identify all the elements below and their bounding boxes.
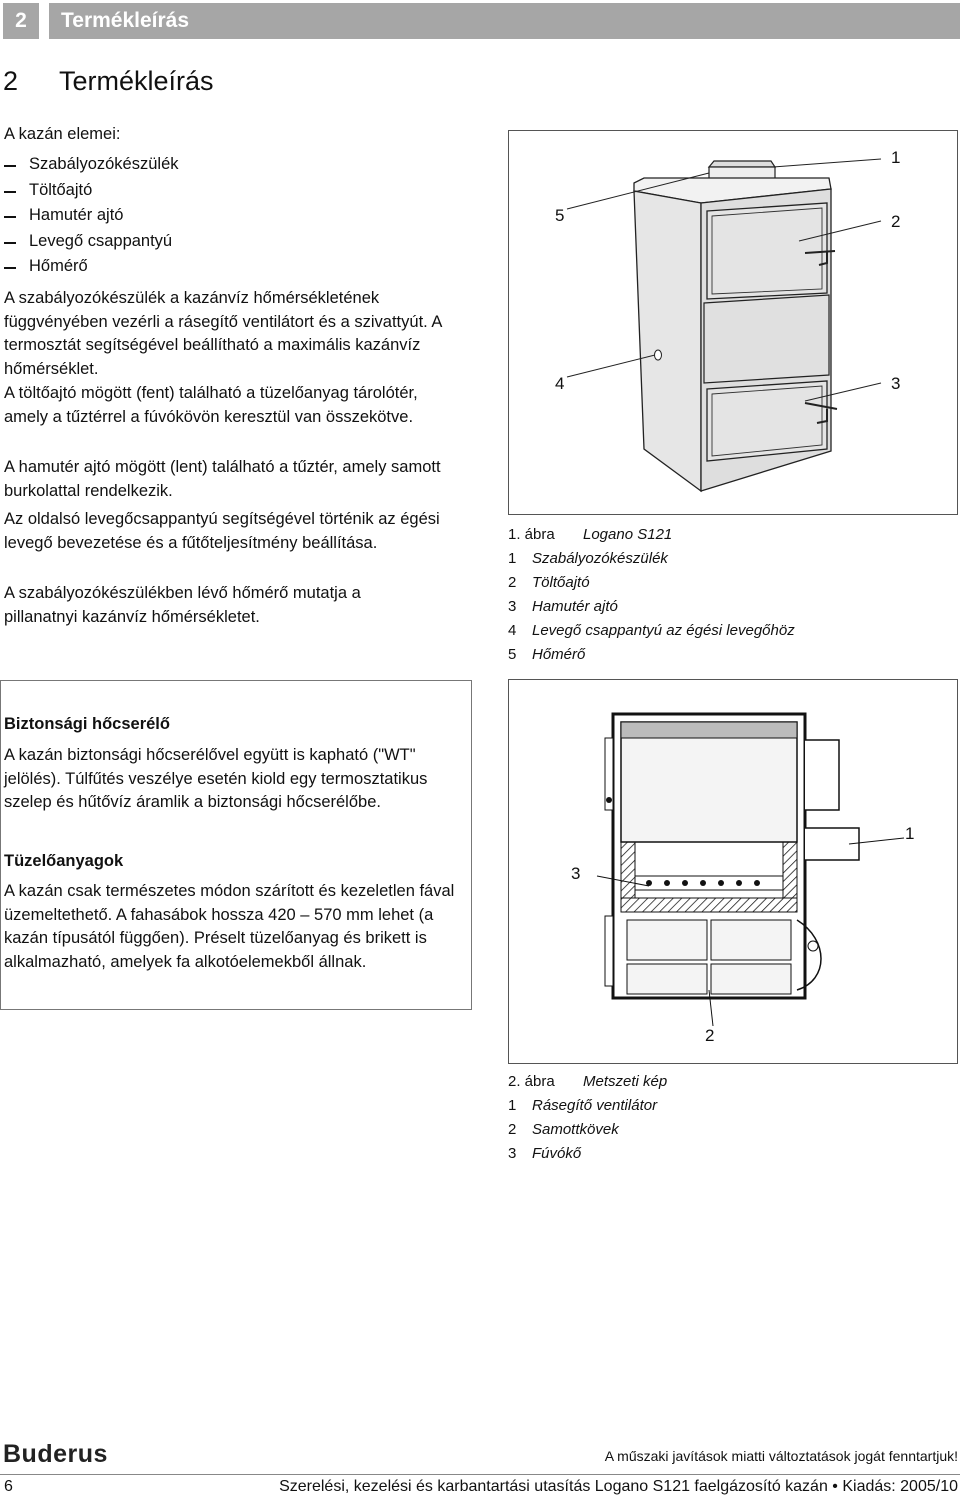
legend-item: 3 Fúvókő [508, 1145, 582, 1162]
legend-item: 4 Levegő csappantyú az égési levegőhöz [508, 622, 795, 639]
section-title: Termékleírás [59, 66, 214, 96]
legend-item: 2 Töltőajtó [508, 574, 590, 591]
list-item: Hőmérő [4, 254, 464, 280]
figure-2-label: 2. ábra [508, 1073, 555, 1090]
boiler-exterior-drawing [509, 131, 957, 514]
list-item: Levegő csappantyú [4, 229, 464, 255]
footer-notice: A műszaki javítások miatti változtatások jogát fenntartjuk! [604, 1448, 958, 1464]
figure-1-callout-5: 5 [555, 206, 565, 225]
figure-1-callout-2: 2 [891, 212, 901, 231]
brand-logo: Buderus [3, 1440, 108, 1468]
figure-2-caption [508, 1070, 958, 1166]
figure-2-callout-1: 1 [905, 824, 915, 843]
paragraph: Az oldalsó levegőcsappantyú segítségével történik az égési levegő bevezetése és a fűtőteljesítmény beállítása. [4, 510, 440, 552]
figure-1-caption [508, 523, 958, 667]
figure-1-caption-title-line [508, 523, 958, 547]
figure-1-callout-3: 3 [891, 374, 901, 393]
legend-item: 1 Szabályozókészülék [508, 550, 668, 567]
fuels-text: A kazán csak természetes módon szárított és kezeletlen fával üzemeltethető. A fahasábok hossza 420 – 570 mm lehet (a kazán típusától függően). Préselt tüzelőanyag és brikett is alkalmazható, amelyek fa alkotóelemekből állnak. [4, 882, 455, 971]
fuels-heading: Tüzelőanyagok [4, 852, 124, 870]
section-number: 2 [3, 66, 19, 96]
footer-divider [0, 1474, 960, 1475]
figure-2-callout-3: 3 [571, 864, 581, 883]
figure-1-frame [508, 130, 958, 515]
figure-1-title: Logano S121 [583, 526, 673, 543]
paragraph: A szabályozókészülékben lévő hőmérő mutatja a pillanatnyi kazánvíz hőmérsékletet. [4, 584, 361, 626]
legend-item: 3 Hamutér ajtó [508, 598, 618, 615]
section-heading [3, 66, 214, 97]
list-item: Hamutér ajtó [4, 203, 464, 229]
figure-1-callout-1: 1 [891, 148, 901, 167]
document-title: Szerelési, kezelési és karbantartási utasítás Logano S121 faelgázosító kazán • Kiadás: 2005/10 [279, 1478, 958, 1495]
paragraph: A hamutér ajtó mögött (lent) található a tűztér, amely samott burkolattal rendelkezik. [4, 458, 441, 500]
chapter-header-title: Termékleírás [49, 3, 960, 39]
component-list [4, 152, 464, 280]
figure-2-title: Metszeti kép [583, 1073, 668, 1090]
list-item: Szabályozókészülék [4, 152, 464, 178]
list-item: Töltőajtó [4, 178, 464, 204]
safety-text: A kazán biztonsági hőcserélővel együtt is kapható ("WT" jelölés). Túlfűtés veszélye esetén kiold egy termosztatikus szelep és hűtővíz áramlik a biztonsági hőcserélőbe. [4, 746, 428, 811]
legend-item: 2 Samottkövek [508, 1121, 619, 1138]
figure-1-label: 1. ábra [508, 526, 555, 543]
figure-2-caption-title-line [508, 1070, 958, 1094]
figure-2-callout-2: 2 [705, 1026, 715, 1045]
safety-heading: Biztonsági hőcserélő [4, 715, 170, 733]
paragraph: A szabályozókészülék a kazánvíz hőmérsékletének függvényében vezérli a rásegítő ventilátort és a szivattyút. A termosztát segítségével beállítható a maximális kazánvíz hőmérséklet. [4, 289, 442, 378]
chapter-number-badge: 2 [3, 3, 39, 39]
legend-item: 1 Rásegítő ventilátor [508, 1097, 658, 1114]
intro-label: A kazán elemei: [4, 125, 121, 143]
figure-1-callout-4: 4 [555, 374, 565, 393]
page-number: 6 [4, 1478, 13, 1495]
legend-item: 5 Hőmérő [508, 646, 586, 663]
paragraph: A töltőajtó mögött (fent) található a tüzelőanyag tárolótér, amely a tűztérrel a fúvókövön keresztül van összekötve. [4, 384, 418, 426]
